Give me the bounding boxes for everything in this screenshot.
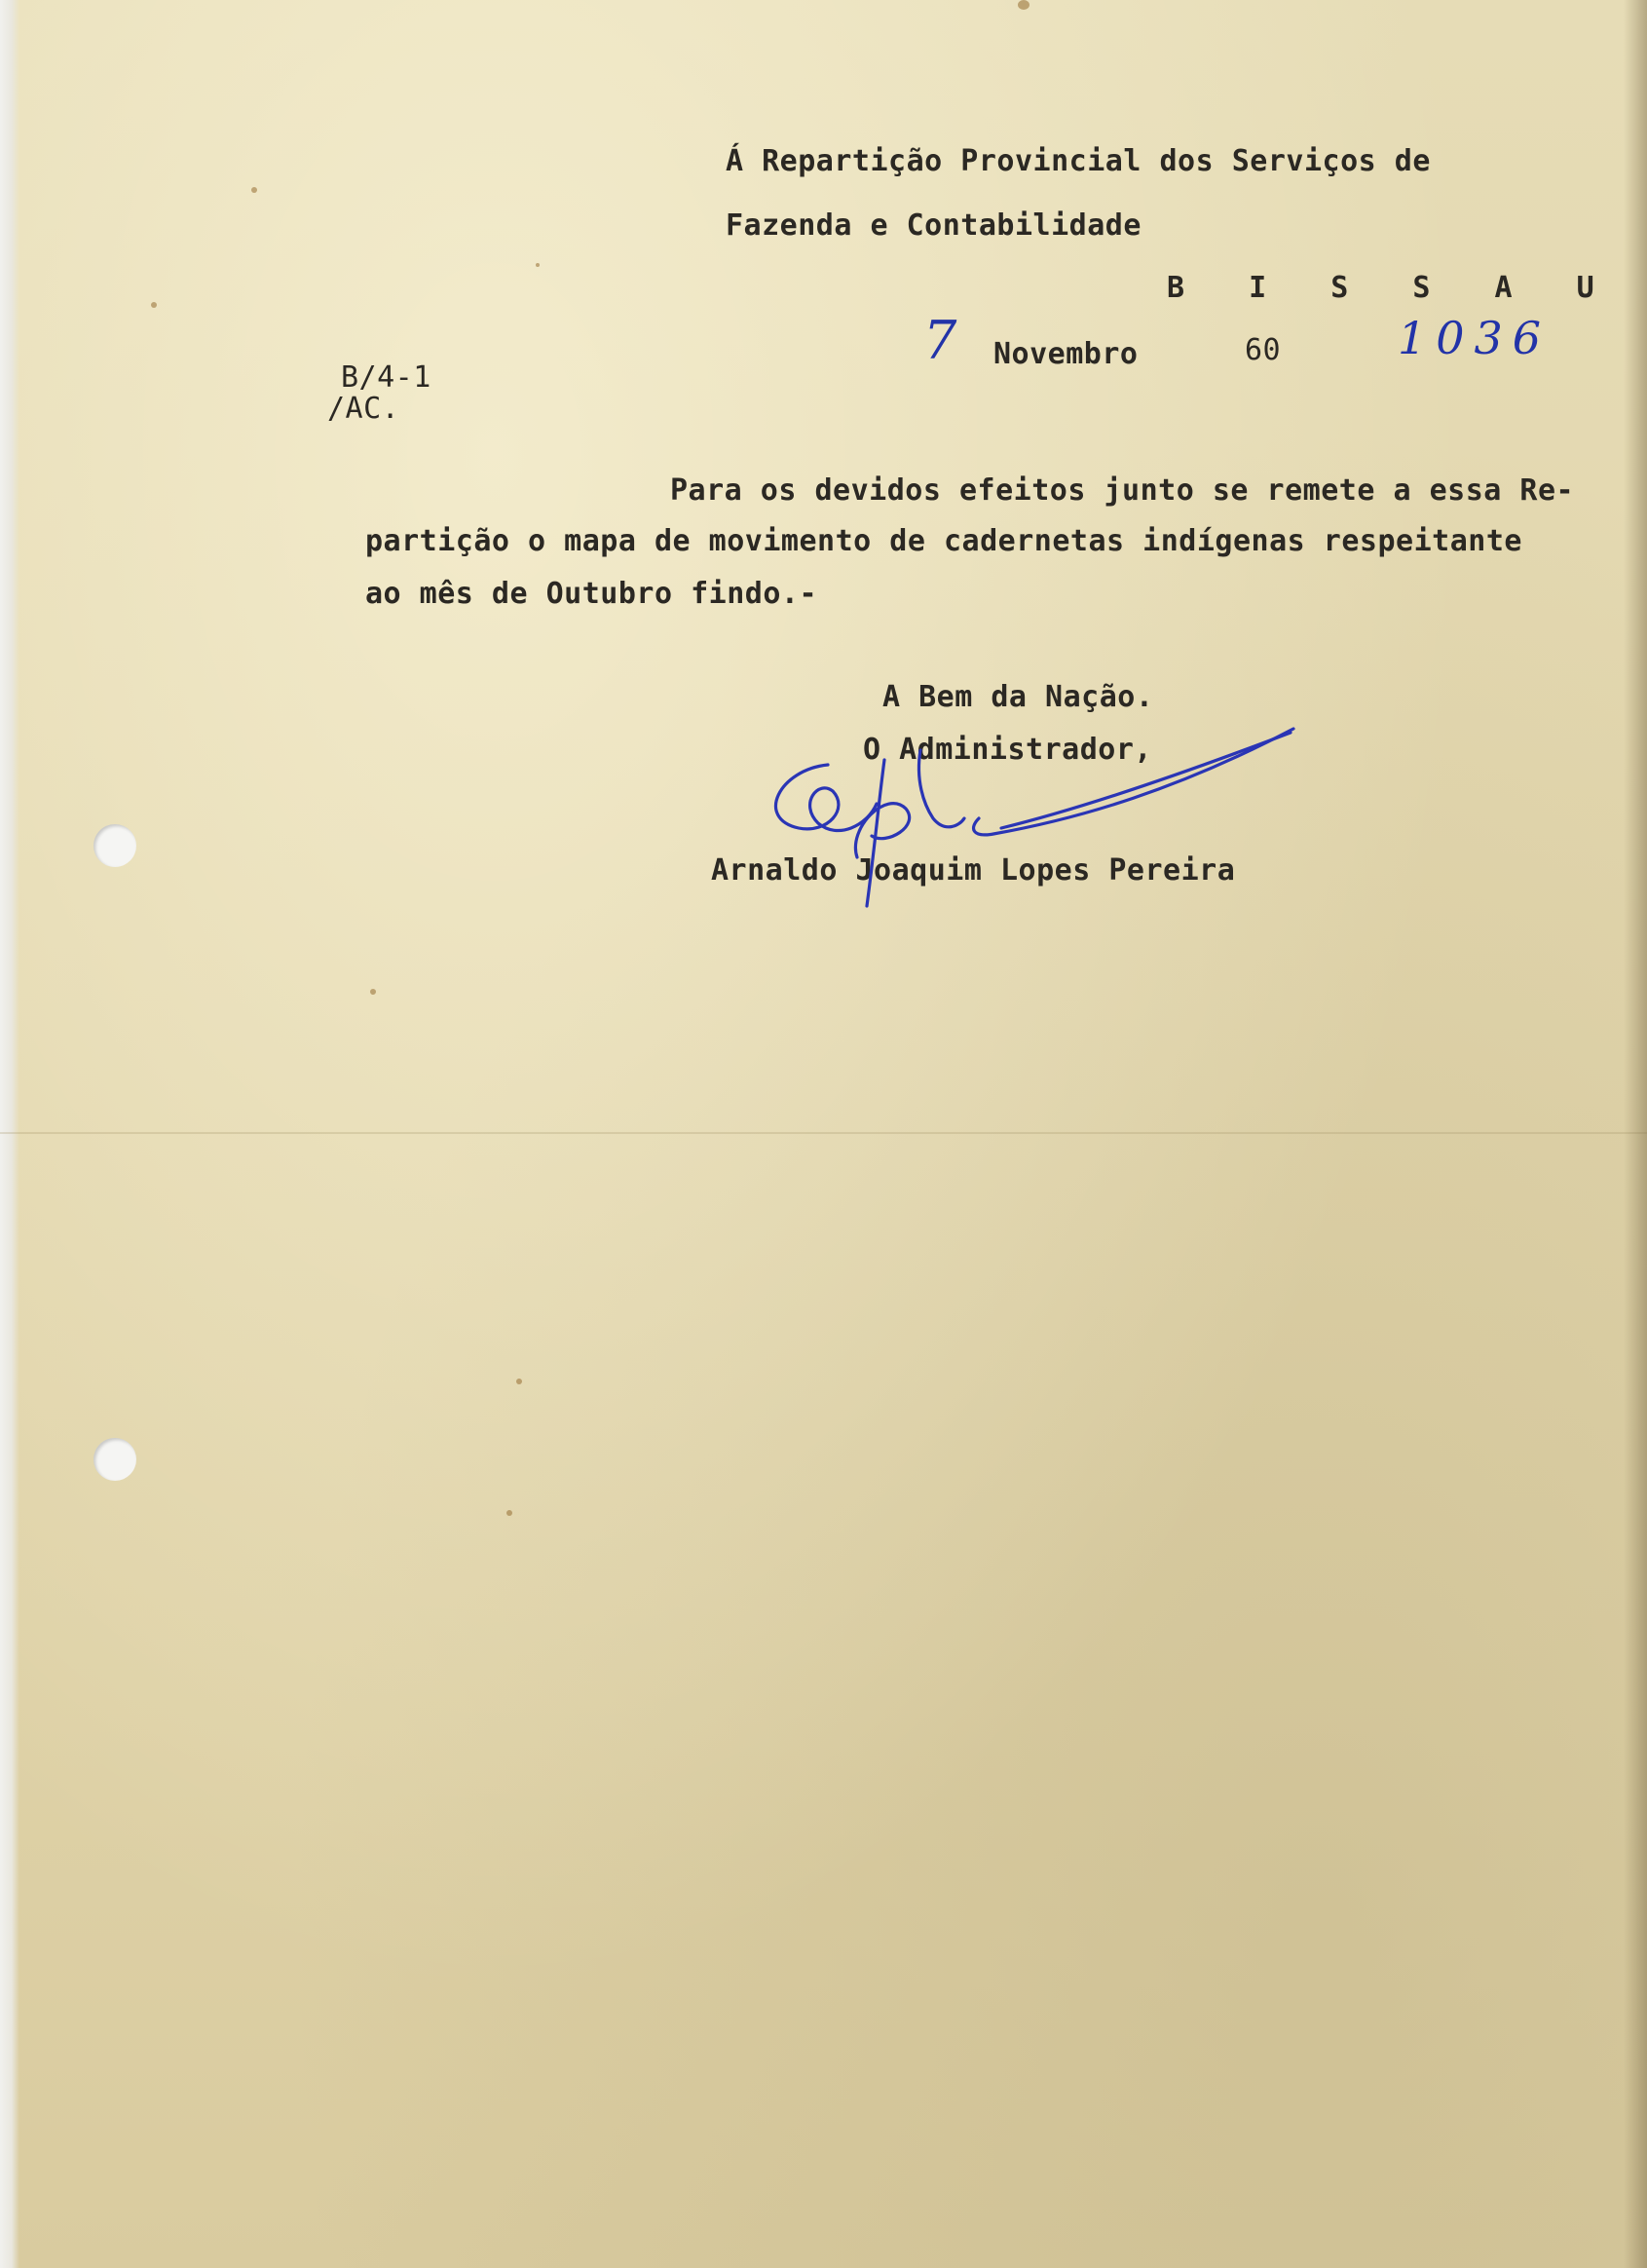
paper-stain (516, 1379, 522, 1384)
paper-stain (251, 187, 257, 193)
paper-fold-line (0, 1132, 1647, 1134)
body-line-3: ao mês de Outubro findo.- (365, 577, 818, 611)
reference-code-line-2: /AC. (327, 392, 400, 426)
reference-code-line-1: B/4-1 (341, 360, 431, 395)
signer-title: O Administrador, (863, 733, 1152, 767)
closing-salutation: A Bem da Nação. (882, 680, 1154, 714)
signer-name: Arnaldo Joaquim Lopes Pereira (711, 853, 1236, 888)
handwritten-registry-number: 1036 (1398, 312, 1552, 364)
paper-stain (536, 263, 540, 267)
date-month: Novembro (993, 337, 1139, 371)
body-line-1: Para os devidos efeitos junto se remete a essa Re- (670, 473, 1575, 508)
paper-stain (370, 989, 376, 995)
addressee-line-2: Fazenda e Contabilidade (726, 208, 1142, 243)
paper-stain (506, 1510, 512, 1516)
body-line-2: partição o mapa de movimento de cadernetas indígenas respeitante (365, 524, 1522, 558)
addressee-line-1: Á Repartição Provincial dos Serviços de (726, 144, 1431, 178)
handwritten-day: 7 (923, 310, 957, 371)
city-name: B I S S A U (1167, 271, 1618, 305)
paper-stain (1018, 0, 1029, 10)
punch-hole-upper (94, 824, 136, 867)
punch-hole-lower (94, 1438, 136, 1481)
handwritten-signature (760, 711, 1315, 926)
paper-stain (151, 302, 157, 308)
date-year: 60 (1245, 333, 1282, 367)
